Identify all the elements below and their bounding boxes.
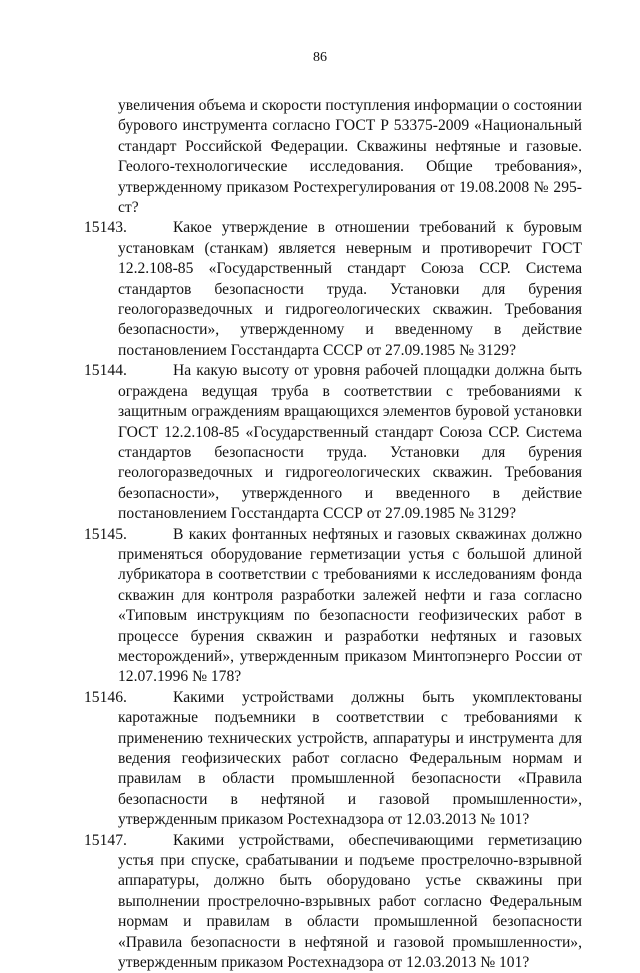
question-text: В каких фонтанных нефтяных и газовых скважинах должно применяться оборудование герметизации устья с большой длиной лубрикатора в соответствии с требованиями к исследованиям фонда скважин для контроля разработки залежей нефти и газа согласно «Типовым инструкциям по безопасности геофизических работ в процессе бурения скважин и разработки нефтяных и газовых месторождений», утвержденным приказом Минтопэнерго России от 12.07.1996 № 178? (118, 525, 582, 686)
page-number: 86 (313, 50, 327, 65)
question-item-15143 (84, 218, 582, 361)
question-item-15147 (84, 831, 582, 973)
question-text: Какое утверждение в отношении требований к буровым установкам (станкам) является неверным и противоречит ГОСТ 12.2.108-85 «Государственный стандарт Союза ССР. Система стандартов безопасности труда. Установки для бурения геологоразведочных и гидрогеологических скважин. Требования безопасности», утвержденному и введенному в действие постановлением Госстандарта СССР от 27.09.1985 № 3129? (118, 219, 582, 359)
lead-paragraph: увеличения объема и скорости поступления информации о состоянии бурового инструмента согласно ГОСТ Р 53375-2009 «Национальный стандарт Российской Федерации. Скважины нефтяные и газовые. Геолого-технологические исследования. Общие требования», утвержденному приказом Ростехрегулирования от 19.08.2008 № 295-ст? (118, 97, 582, 217)
question-number: 15144. (84, 362, 127, 380)
question-number: 15147. (84, 831, 127, 849)
question-item-15145 (84, 525, 582, 688)
question-text: Какими устройствами, обеспечивающими герметизацию устья при спуске, срабатывании и подъеме прострелочно-взрывной аппаратуры, должно быть оборудовано устье скважины при выполнении прострелочно-взрывных работ согласно Федеральным нормам и правилам в области промышленной безопасности «Правила безопасности в нефтяной и газовой промышленности», утвержденным приказом Ростехнадзора от 12.03.2013 № 101? (118, 831, 582, 972)
question-text: Какими устройствами должны быть укомплектованы каротажные подъемники в соответствии с требованиями к применению технических устройств, аппаратуры и инструмента для ведения геофизических работ согласно Федеральным нормам и правилам в области промышленной безопасности «Правила безопасности в нефтяной и газовой промышленности», утвержденным приказом Ростехнадзора от 12.03.2013 № 101? (118, 688, 582, 829)
question-item-15146 (84, 688, 582, 831)
document-body (84, 96, 582, 973)
question-number: 15143. (84, 219, 127, 237)
question-number: 15146. (84, 688, 127, 706)
question-item-15144 (84, 361, 582, 524)
question-text: На какую высоту от уровня рабочей площадки должна быть ограждена ведущая труба в соответствии с требованиями к защитным ограждениям вращающихся элементов буровой установки ГОСТ 12.2.108-85 «Государственный стандарт Союза ССР. Система стандартов безопасности труда. Установки для бурения геологоразведочных и гидрогеологических скважин. Требования безопасности», утвержденного и введенного в действие постановлением Госстандарта СССР от 27.09.1985 № 3129? (118, 362, 582, 523)
question-number: 15145. (84, 525, 127, 543)
